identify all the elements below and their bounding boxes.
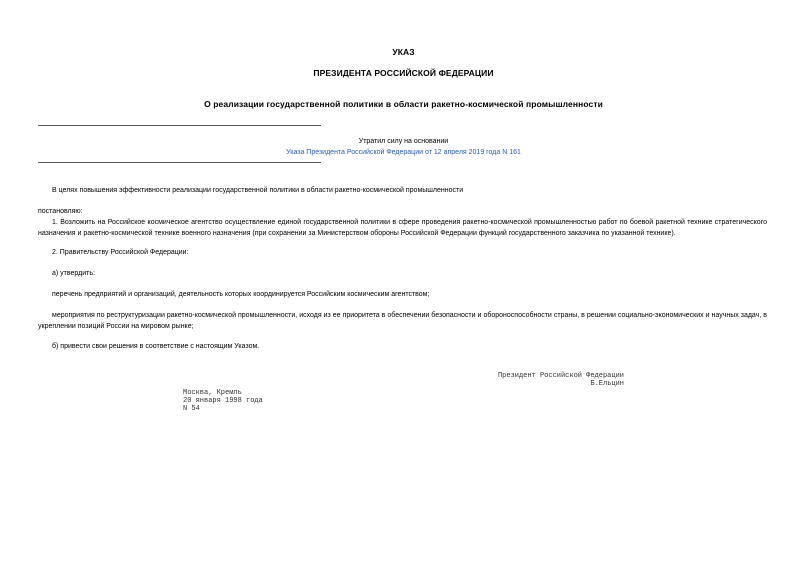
item-2b-paragraph: б) привести свои решения в соответствие с настоящим Указом. [52,343,260,350]
decree-type-title: УКАЗ [392,47,415,57]
decree-word: постановляю: [38,208,83,215]
repeal-decree-link[interactable]: Указа Президента Российской Федерации от 12 апреля 2019 года N 161 [286,149,521,156]
item-2-paragraph: 2. Правительству Российской Федерации: [52,249,189,256]
signature-name: Б.Ельцин [590,380,624,388]
bottom-divider [38,162,321,163]
signing-place: Москва, Кремль [183,389,242,397]
issuer-title: ПРЕЗИДЕНТА РОССИЙСКОЙ ФЕДЕРАЦИИ [313,68,494,78]
decree-number: N 54 [183,405,200,413]
item-2a-measures-paragraph: мероприятия по реструктуризации ракетно-космической промышленности, исходя из ее приоритета в обеспечении безопасности и обороноспособности страны, в решении социально-экономических и научных задач, в укреплении позиций России на мировом рынке; [38,312,767,330]
signing-date: 20 января 1998 года [183,397,263,405]
item-2a-list-paragraph: перечень предприятий и организаций, деятельность которых координируется Российским космическим агентством; [52,291,430,298]
status-note: Утратил силу на основании [358,138,449,145]
item-2a-paragraph: а) утвердить: [52,270,95,277]
preamble-paragraph: В целях повышения эффективности реализации государственной политики в области ракетно-космической промышленности [52,187,464,194]
item-1-paragraph: 1. Возложить на Российское космическое агентство осуществление единой государственной политики в сфере проведения ракетно-космической промышленностью работ по боевой ракетной технике стратегического назначения и ракетно-космической технике военного назначения (при сохранении за Министерством обороны Российской Федерации функций государственного заказчика по указанной технике). [38,219,767,237]
decree-subject: О реализации государственной политики в области ракетно-космической промышленности [204,99,603,109]
top-divider [38,125,321,126]
signature-position: Президент Российской Федерации [497,372,624,380]
